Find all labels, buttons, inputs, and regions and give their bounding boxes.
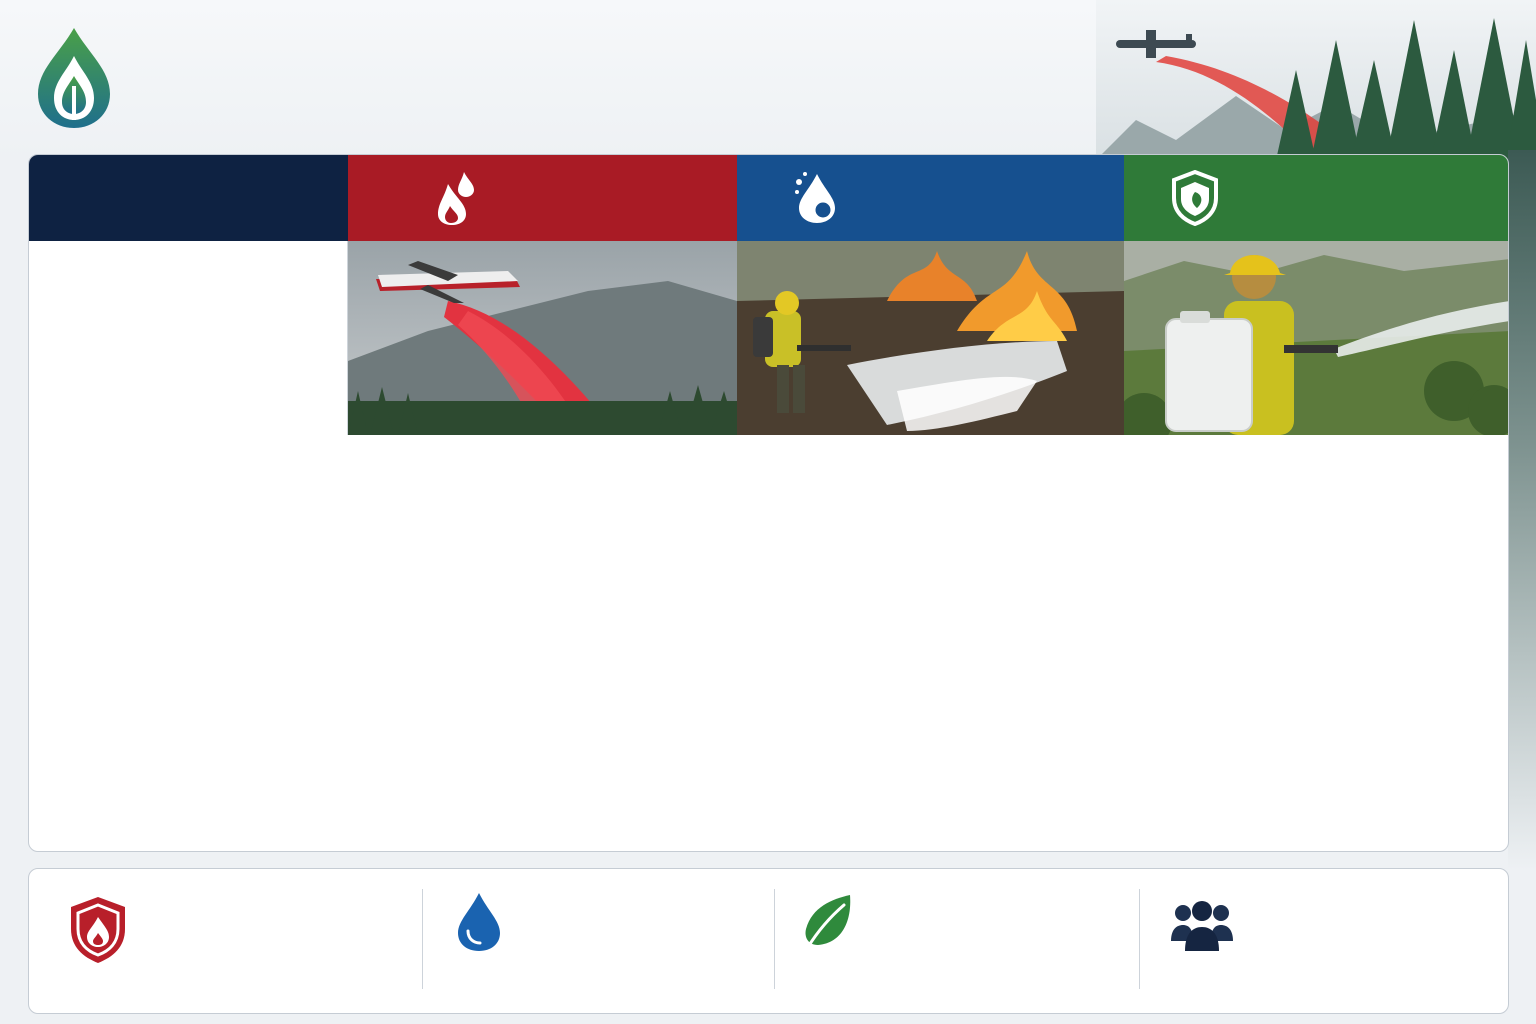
fire-drops-icon xyxy=(430,170,480,226)
footer-item-complementary xyxy=(422,869,774,1015)
footer-summary xyxy=(28,868,1509,1014)
forest-plane-scenery xyxy=(1096,0,1536,160)
column-header-shield xyxy=(1124,155,1509,241)
people-group-icon xyxy=(1169,897,1235,953)
fire-shield-icon xyxy=(67,895,129,965)
thermal-shield-spraying-photo xyxy=(1124,241,1509,435)
leaf-icon xyxy=(802,891,856,951)
flame-leaf-logo-icon xyxy=(34,26,114,130)
column-header-feature xyxy=(29,155,348,241)
image-row-blank-cell xyxy=(29,241,348,435)
forest-side-fade xyxy=(1508,150,1536,870)
footer-item-prevent xyxy=(1139,869,1510,1015)
foam-bubbles-icon xyxy=(793,170,843,226)
shield-leaf-icon xyxy=(1170,170,1220,226)
footer-item-effective xyxy=(774,869,1139,1015)
column-header-foam xyxy=(737,155,1124,241)
aerial-retardant-drop-photo xyxy=(348,241,737,435)
foam-application-photo xyxy=(737,241,1124,435)
comparison-table xyxy=(28,154,1509,852)
column-header-retardant xyxy=(348,155,737,241)
water-drop-icon xyxy=(456,891,502,953)
footer-item-strategies xyxy=(29,869,422,1015)
